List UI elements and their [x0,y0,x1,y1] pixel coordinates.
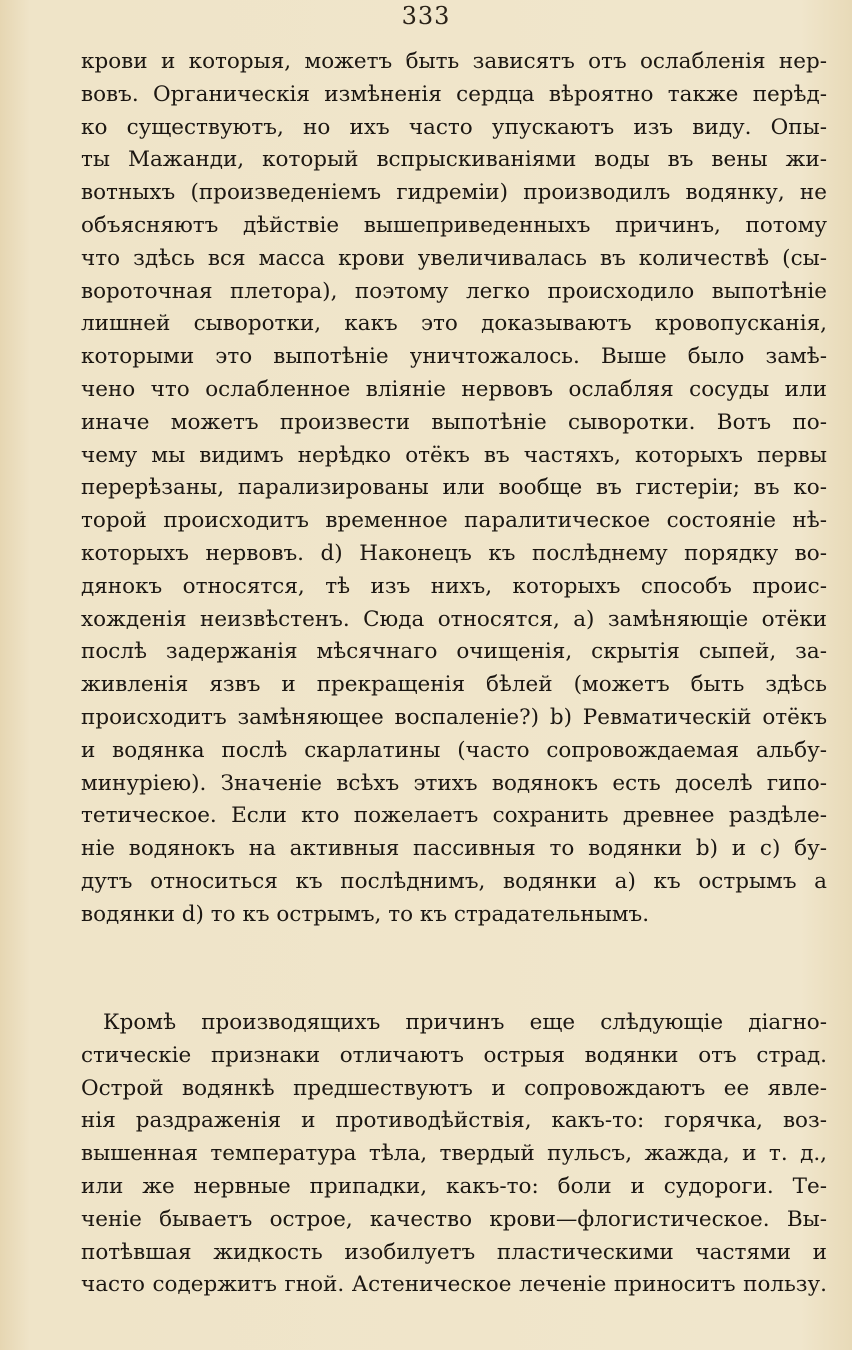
text-line: стическіе признаки отличаютъ острыя водянки отъ страд. [81,1042,827,1068]
text-line: происходитъ замѣняющее воспаленіе?) b) Ревматическій отёкъ [81,704,827,730]
text-line: потѣвшая жидкость изобилуетъ пластическими частями и [81,1239,827,1265]
text-line: ты Мажанди, который вспрыскиваніями воды въ вены жи- [81,147,827,173]
text-line: ченіе бываетъ острое, качество крови—флогистическое. Вы- [81,1206,827,1232]
text-line: чему мы видимъ нерѣдко отёкъ въ частяхъ, которыхъ первы [81,442,827,468]
text-line: хожденія неизвѣстенъ. Сюда относятся, a) замѣняющіе отёки [81,606,827,632]
text-line: или же нервные припадки, какъ-то: боли и судороги. Те- [81,1173,827,1199]
text-line: Кромѣ производящихъ причинъ еще слѣдующіе діагно- [103,1010,827,1035]
text-line: часто содержитъ гной. Астеническое леченіе приноситъ пользу. [81,1272,827,1298]
text-line: чено что ослабленное вліяніе нервовъ ослабляя сосуды или [81,376,827,402]
text-line: Острой водянкѣ предшествуютъ и сопровождаютъ ее явле- [81,1075,827,1101]
text-line: вышенная температура тѣла, твердый пульсъ, жажда, и т. д., [81,1141,827,1167]
text-line: что здѣсь вся масса крови увеличивалась въ количествѣ (сы- [81,245,827,271]
paragraph-1 [81,46,827,932]
text-line: живленія язвъ и прекращенія бѣлей (можетъ быть здѣсь [81,672,827,698]
text-line: ко существуютъ, но ихъ часто упускаютъ изъ виду. Опы- [81,114,827,140]
text-line: минуріею). Значеніе всѣхъ этихъ водянокъ есть доселѣ гипо- [81,770,827,796]
page-number: 333 [401,2,451,30]
text-line: крови и которыя, можетъ быть зависятъ отъ ослабленія нер- [81,49,827,74]
text-line: которыхъ нервовъ. d) Наконецъ къ послѣднему порядку во- [81,540,827,566]
text-line: иначе можетъ произвести выпотѣніе сыворотки. Вотъ по- [81,409,827,435]
text-line: дутъ относиться къ послѣднимъ, водянки a) къ острымъ а [81,868,827,894]
paragraph-2 [81,1007,827,1302]
text-line: которыми это выпотѣніе уничтожалось. Выше было замѣ- [81,344,827,370]
text-line: послѣ задержанія мѣсячнаго очищенія, скрытія сыпей, за- [81,639,827,665]
text-line: вотныхъ (произведеніемъ гидреміи) производилъ водянку, не [81,180,827,206]
text-line: лишней сыворотки, какъ это доказываютъ кровопусканія, [81,311,827,337]
text-line: объясняютъ дѣйствіе вышеприведенныхъ причинъ, потому [81,212,827,238]
text-line: торой происходитъ временное паралитическое состояніе нѣ- [81,508,827,534]
text-line: водянки d) то къ острымъ, то къ страдательнымъ. [81,901,650,927]
text-line: и водянка послѣ скарлатины (часто сопровождаемая альбу- [81,737,827,763]
text-line: тетическое. Если кто пожелаетъ сохранить древнее раздѣле- [81,803,827,829]
text-line: ніе водянокъ на активныя пассивныя то водянки b) и c) бу- [81,836,827,862]
text-line: вороточная плетора), поэтому легко происходило выпотѣніе [81,278,827,304]
text-line: перерѣзаны, парализированы или вообще въ гистеріи; въ ко- [81,475,827,501]
text-line: нія раздраженія и противодѣйствія, какъ-то: горячка, воз- [81,1108,827,1134]
text-line: вовъ. Органическія измѣненія сердца вѣроятно также перѣд- [81,81,827,107]
text-line: дянокъ относятся, тѣ изъ нихъ, которыхъ способъ проис- [81,573,827,599]
